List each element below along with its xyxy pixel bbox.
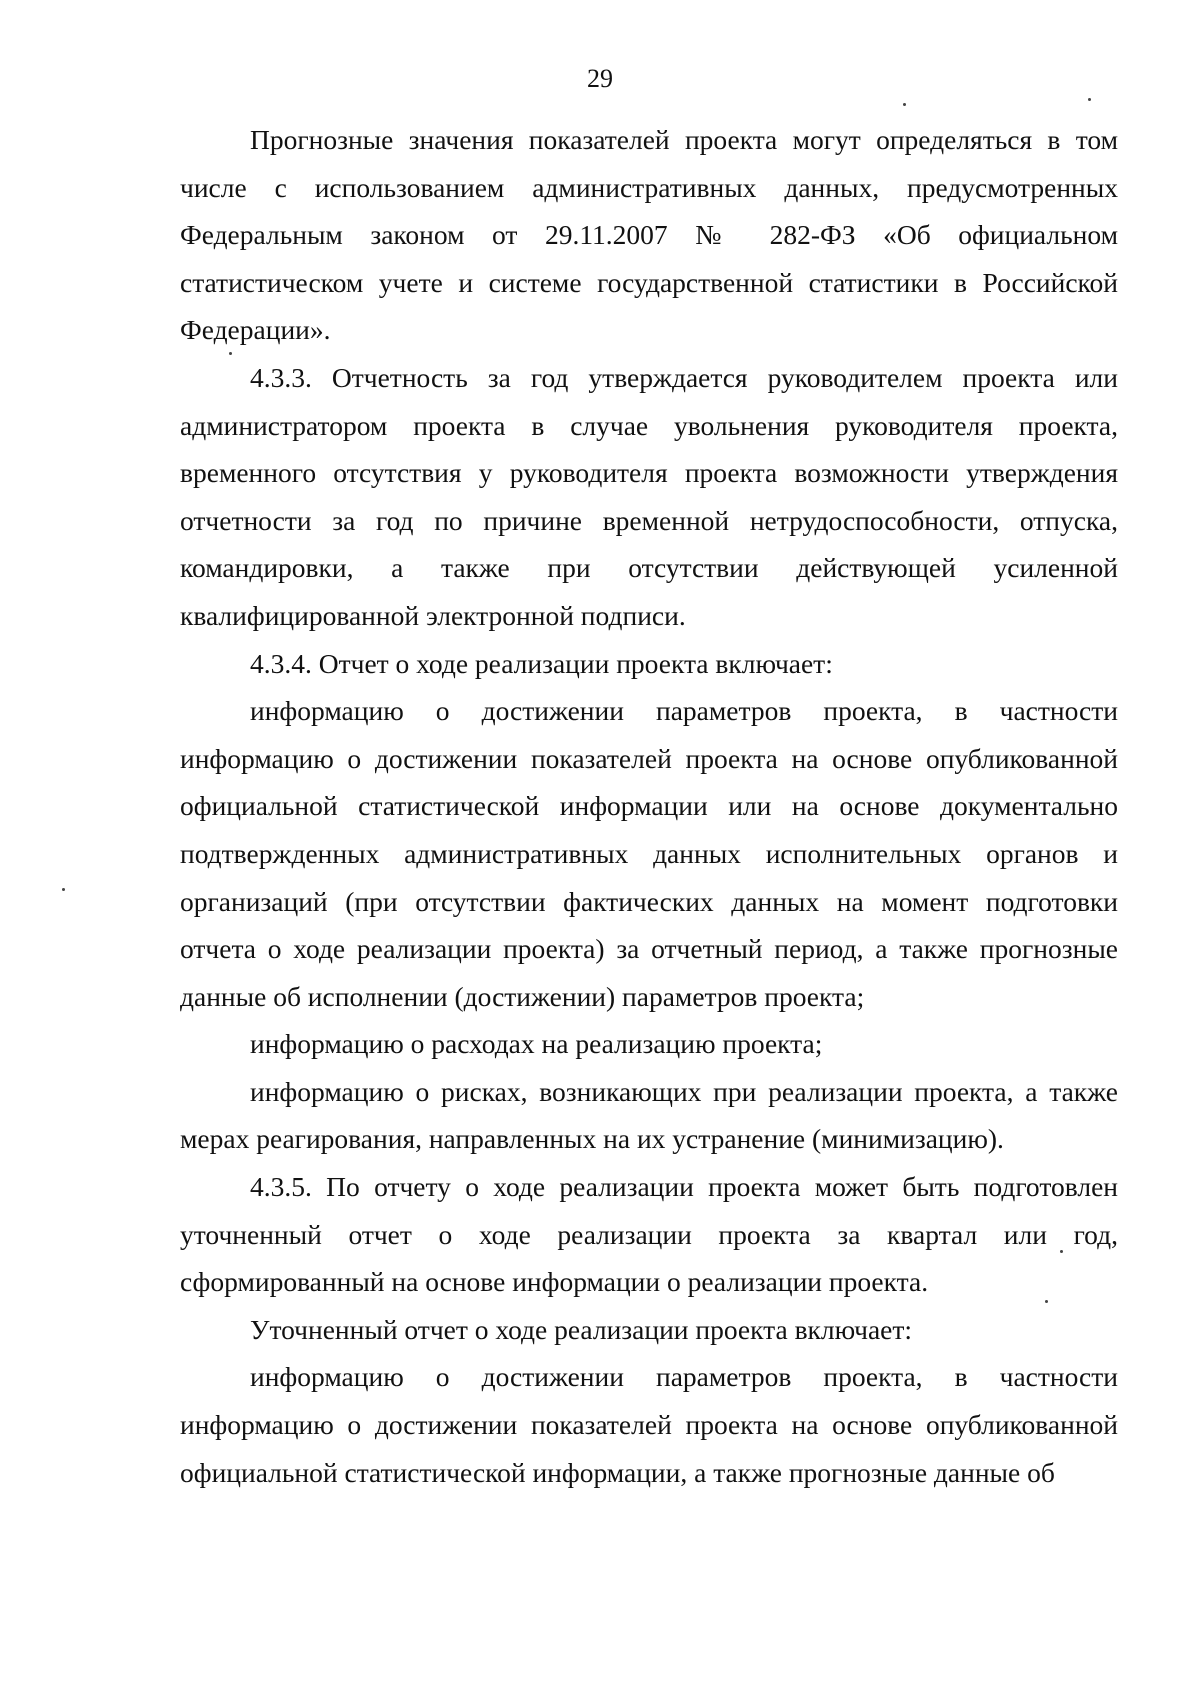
scan-speck bbox=[229, 352, 232, 355]
paragraph-4-3-4: 4.3.4. Отчет о ходе реализации проекта включает: bbox=[250, 647, 833, 679]
scan-speck bbox=[903, 103, 906, 106]
list-item-parameters-info: информацию о достижении параметров проекта, в частности информацию о достижении показателей проекта на основе опубликованной официальной статистической информации или на основе документально подтвержденных административных данных исполнительных органов и организаций (при отсутствии фактических данных на момент подготовки отчета о ходе реализации проекта) за отчетный период, а также прогнозные данные об исполнении (достижении) параметров проекта; bbox=[180, 695, 1118, 1012]
list-item-refined-parameters-info: информацию о достижении параметров проекта, в частности информацию о достижении показателей проекта на основе опубликованной официальной статистической информации, а также прогнозные данные об bbox=[180, 1361, 1118, 1488]
list-item-expenses-info: информацию о расходах на реализацию проекта; bbox=[250, 1028, 823, 1060]
scan-speck bbox=[62, 888, 65, 891]
scan-speck bbox=[1045, 1300, 1048, 1303]
scan-speck bbox=[1088, 98, 1091, 101]
paragraph-4-3-5: 4.3.5. По отчету о ходе реализации проекта может быть подготовлен уточненный отчет о ходе реализации проекта за квартал или год, сформированный на основе информации о реализации проекта. bbox=[180, 1171, 1118, 1298]
paragraph-refined-report: Уточненный отчет о ходе реализации проекта включает: bbox=[250, 1313, 913, 1345]
paragraph-forecast-values: Прогнозные значения показателей проекта могут определяться в том числе с использованием административных данных, предусмотренных Федеральным законом от 29.11.2007 № 282-ФЗ «Об официальном статистическом учете и системе государственной статистики в Российской Федерации». bbox=[180, 124, 1118, 346]
list-item-risks-info: информацию о рисках, возникающих при реализации проекта, а также мерах реагирования, направленных на их устранение (минимизацию). bbox=[180, 1075, 1118, 1155]
paragraph-4-3-3: 4.3.3. Отчетность за год утверждается руководителем проекта или администратором проекта в случае увольнения руководителя проекта, временного отсутствия у руководителя проекта возможности утверждения отчетности за год по причине временной нетрудоспособности, отпуска, командировки, а также при отсутствии действующей усиленной квалифицированной электронной подписи. bbox=[180, 361, 1118, 631]
document-body bbox=[180, 116, 1118, 1496]
page-number: 29 bbox=[587, 64, 613, 93]
scan-speck bbox=[1060, 1250, 1063, 1253]
